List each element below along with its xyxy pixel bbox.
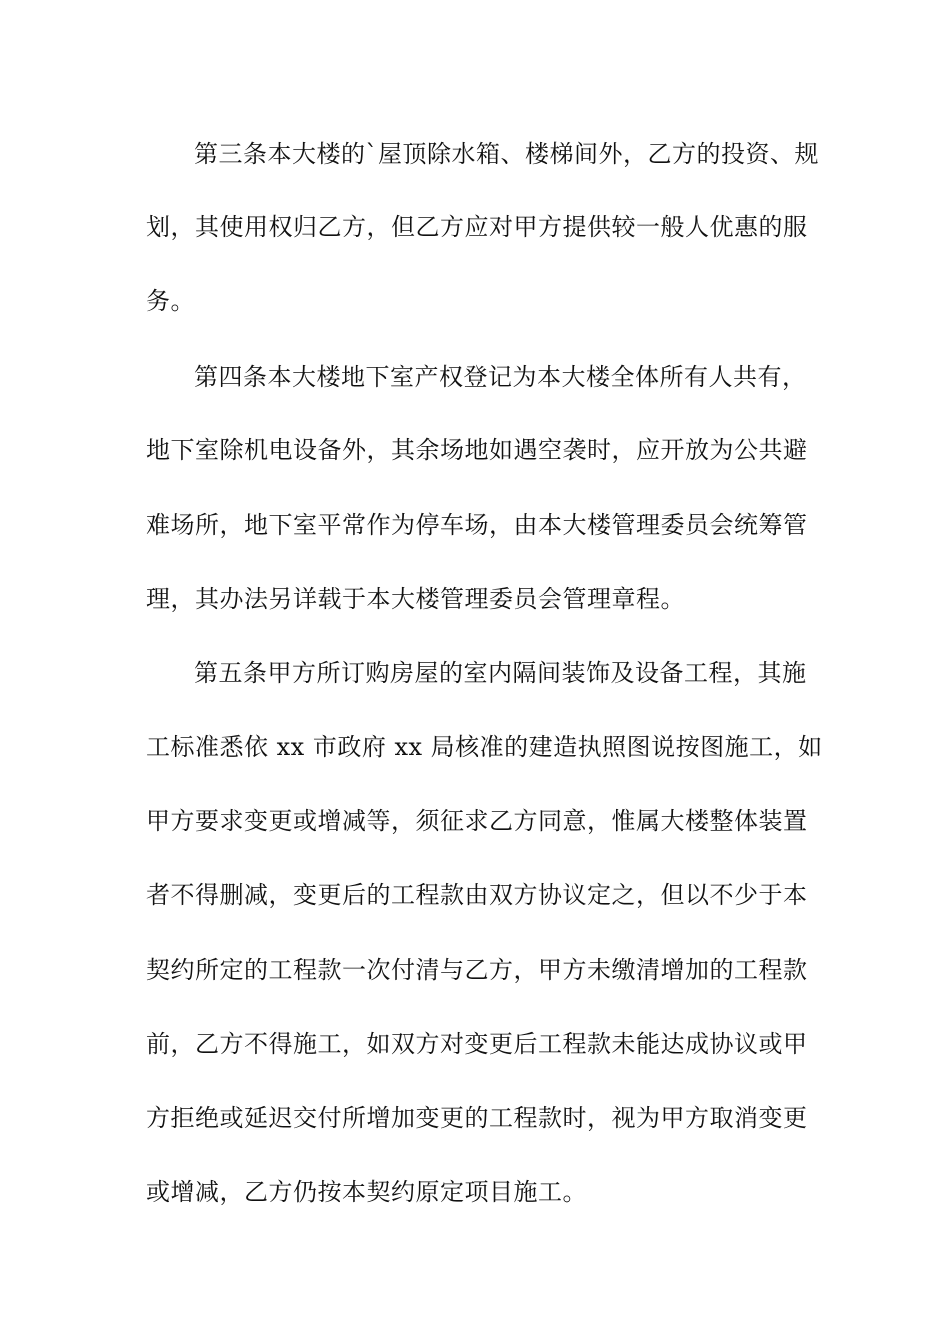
article-5-line-1: 第五条甲方所订购房屋的室内隔间装饰及设备工程，其施 (194, 659, 807, 687)
article-5-line-8: 或增减，乙方仍按本契约原定项目施工。 (146, 1178, 587, 1206)
article-5-line-4: 者不得删减，变更后的工程款由双方协议定之，但以不少于本 (146, 881, 808, 909)
article-3-line-2: 划，其使用权归乙方，但乙方应对甲方提供较一般人优惠的服 (146, 213, 808, 241)
article-5-line-7: 方拒绝或延迟交付所增加变更的工程款时，视为甲方取消变更 (146, 1104, 808, 1132)
article-4-line-1: 第四条本大楼地下室产权登记为本大楼全体所有人共有， (194, 363, 807, 391)
article-5-line-3: 甲方要求变更或增减等，须征求乙方同意，惟属大楼整体装置 (146, 807, 808, 835)
article-3-line-1: 第三条本大楼的`屋顶除水箱、楼梯间外，乙方的投资、规 (194, 140, 819, 168)
article-4-line-3: 难场所，地下室平常作为停车场，由本大楼管理委员会统筹管 (146, 511, 808, 539)
article-5-line-2: 工标准悉依 xx 市政府 xx 局核准的建造执照图说按图施工，如 (146, 733, 823, 761)
article-5-line-5: 契约所定的工程款一次付清与乙方，甲方未缴清增加的工程款 (146, 956, 808, 984)
article-5-line-6: 前，乙方不得施工，如双方对变更后工程款未能达成协议或甲 (146, 1030, 808, 1058)
article-4-line-2: 地下室除机电设备外，其余场地如遇空袭时，应开放为公共避 (146, 436, 808, 464)
article-3-line-3: 务。 (146, 287, 195, 315)
article-4-line-4: 理，其办法另详载于本大楼管理委员会管理章程。 (146, 585, 685, 613)
